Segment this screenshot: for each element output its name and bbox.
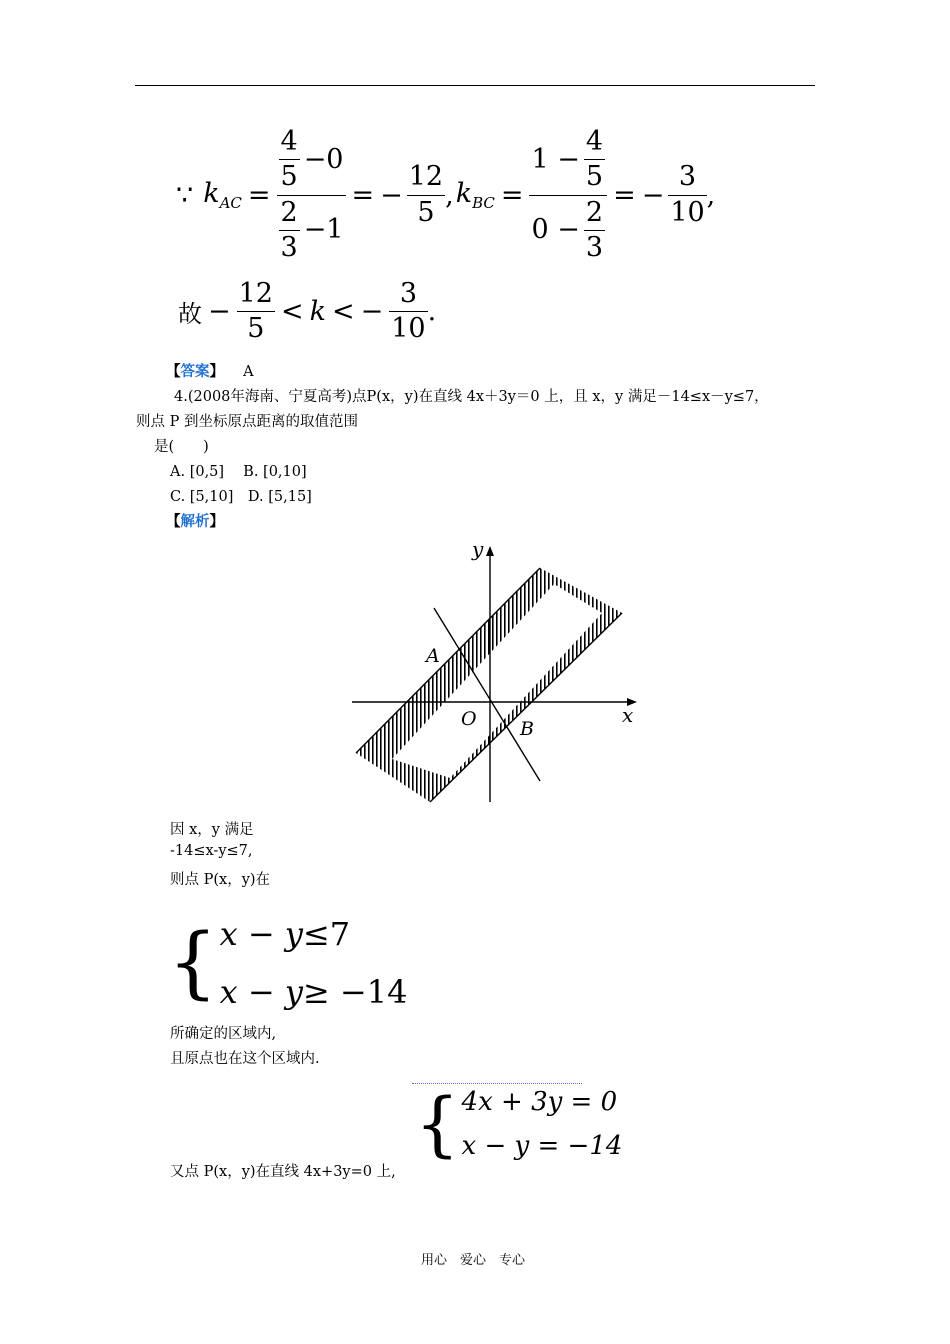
inequality-system bbox=[168, 905, 407, 1021]
left-brace: { bbox=[415, 1083, 460, 1165]
minus-sign: − bbox=[360, 296, 384, 328]
body-line-2: -14≤x-y≤7, bbox=[170, 843, 253, 859]
slope-range-formula bbox=[178, 280, 436, 344]
denominator: 5 bbox=[247, 313, 265, 345]
rhs: −14 bbox=[339, 973, 408, 1011]
left-brace: { bbox=[168, 918, 218, 1008]
equals-sign: = bbox=[500, 179, 524, 211]
answer-value: A bbox=[243, 364, 254, 380]
k-symbol: k bbox=[309, 296, 326, 328]
lhs: x − y bbox=[219, 915, 303, 953]
denominator: 5 bbox=[417, 196, 435, 228]
answer-label: 答案 bbox=[180, 364, 210, 380]
question-line-3: 是( ) bbox=[154, 439, 209, 455]
x-axis-label: x bbox=[622, 703, 634, 727]
system-row-1 bbox=[220, 905, 408, 963]
k-bc bbox=[456, 178, 495, 212]
result-ac bbox=[407, 163, 445, 227]
options-row-1: A. [0,5] B. [0,10] bbox=[170, 464, 307, 480]
bracket-close: 】 bbox=[209, 514, 224, 530]
numerator-rest: −0 bbox=[303, 143, 344, 175]
equals-sign: = bbox=[247, 179, 271, 211]
body-line-5: 且原点也在这个区域内. bbox=[170, 1051, 320, 1067]
rhs: 7 bbox=[329, 915, 351, 953]
equation-system bbox=[415, 1080, 622, 1168]
therefore-text: 故 bbox=[178, 300, 202, 329]
subscript-bc: BC bbox=[472, 194, 495, 213]
k-symbol: k bbox=[203, 178, 220, 210]
numerator: 4 bbox=[585, 126, 604, 157]
subscript-ac: AC bbox=[219, 194, 242, 213]
period: . bbox=[427, 296, 437, 328]
y-axis-arrow bbox=[486, 546, 494, 556]
fraction-ac bbox=[277, 128, 346, 262]
point-b-label: B bbox=[520, 718, 534, 740]
analysis-label: 解析 bbox=[180, 514, 210, 530]
numerator: 4 bbox=[280, 126, 298, 157]
minus-sign: − bbox=[641, 179, 665, 211]
upper-bound bbox=[389, 280, 427, 344]
shaded-region bbox=[340, 532, 650, 812]
relation: ≥ bbox=[302, 973, 330, 1011]
less-than: < bbox=[331, 296, 355, 328]
question-line-2: 则点 P 到坐标原点距离的取值范围 bbox=[136, 414, 358, 430]
system-row-2 bbox=[220, 963, 408, 1021]
body-line-4: 所确定的区域内, bbox=[170, 1026, 277, 1042]
body-line-3: 则点 P(x，y)在 bbox=[170, 872, 271, 888]
bracket-open: 【 bbox=[166, 514, 181, 530]
equals-sign: = bbox=[613, 179, 636, 211]
options-row-2: C. [5,10] D. [5,15] bbox=[170, 489, 312, 505]
answer-tag bbox=[166, 360, 254, 381]
lower-bound bbox=[237, 280, 275, 344]
minus-sign: − bbox=[380, 179, 403, 211]
numerator-lead: 1 − bbox=[531, 143, 580, 175]
lhs: x − y bbox=[219, 973, 303, 1011]
fraction-bc bbox=[529, 128, 607, 262]
numerator: 12 bbox=[408, 161, 444, 193]
slope-formula bbox=[176, 128, 715, 262]
bracket-open: 【 bbox=[166, 364, 181, 380]
denominator: 5 bbox=[585, 161, 604, 193]
denominator: 10 bbox=[391, 313, 426, 345]
numerator: 3 bbox=[399, 278, 417, 309]
denominator: 5 bbox=[280, 161, 298, 193]
body-line-6: 又点 P(x，y)在直线 4x+3y=0 上, bbox=[170, 1164, 396, 1180]
numerator: 3 bbox=[678, 161, 697, 193]
system-row-2: x − y = −14 bbox=[461, 1131, 623, 1161]
k-symbol: k bbox=[455, 178, 473, 210]
because-symbol: ∵ bbox=[176, 179, 194, 211]
body-line-1: 因 x，y 满足 bbox=[170, 822, 254, 838]
numerator: 2 bbox=[280, 196, 298, 228]
bracket-close: 】 bbox=[209, 364, 224, 380]
y-axis-label: y bbox=[472, 537, 484, 561]
comma: , bbox=[706, 179, 716, 211]
numerator: 2 bbox=[585, 196, 604, 228]
k-ac bbox=[203, 178, 242, 212]
equals-sign: = bbox=[351, 179, 375, 211]
less-than: < bbox=[280, 296, 304, 328]
denominator: 3 bbox=[280, 232, 298, 264]
origin-label: O bbox=[461, 708, 477, 730]
comma: , bbox=[445, 179, 454, 211]
question-line-1: 4.(2008年海南、宁夏高考)点P(x，y)在直线 4x＋3y＝0 上，且 x，y 满足－14≤x－y≤7， bbox=[174, 389, 769, 405]
region-graph bbox=[340, 532, 650, 812]
minus-sign: − bbox=[208, 296, 231, 328]
denominator: 10 bbox=[670, 196, 705, 228]
relation: ≤ bbox=[302, 915, 330, 953]
denominator-lead: 0 − bbox=[531, 214, 580, 246]
header-rule bbox=[135, 85, 815, 86]
system-row-1: 4x + 3y = 0 bbox=[461, 1087, 618, 1117]
analysis-tag bbox=[166, 510, 224, 531]
numerator: 12 bbox=[238, 278, 273, 309]
denominator-rest: −1 bbox=[303, 214, 344, 246]
point-a-label: A bbox=[426, 645, 440, 667]
denominator: 3 bbox=[585, 232, 604, 264]
page-footer: 用心 爱心 专心 bbox=[421, 1253, 526, 1268]
result-bc bbox=[668, 163, 706, 227]
